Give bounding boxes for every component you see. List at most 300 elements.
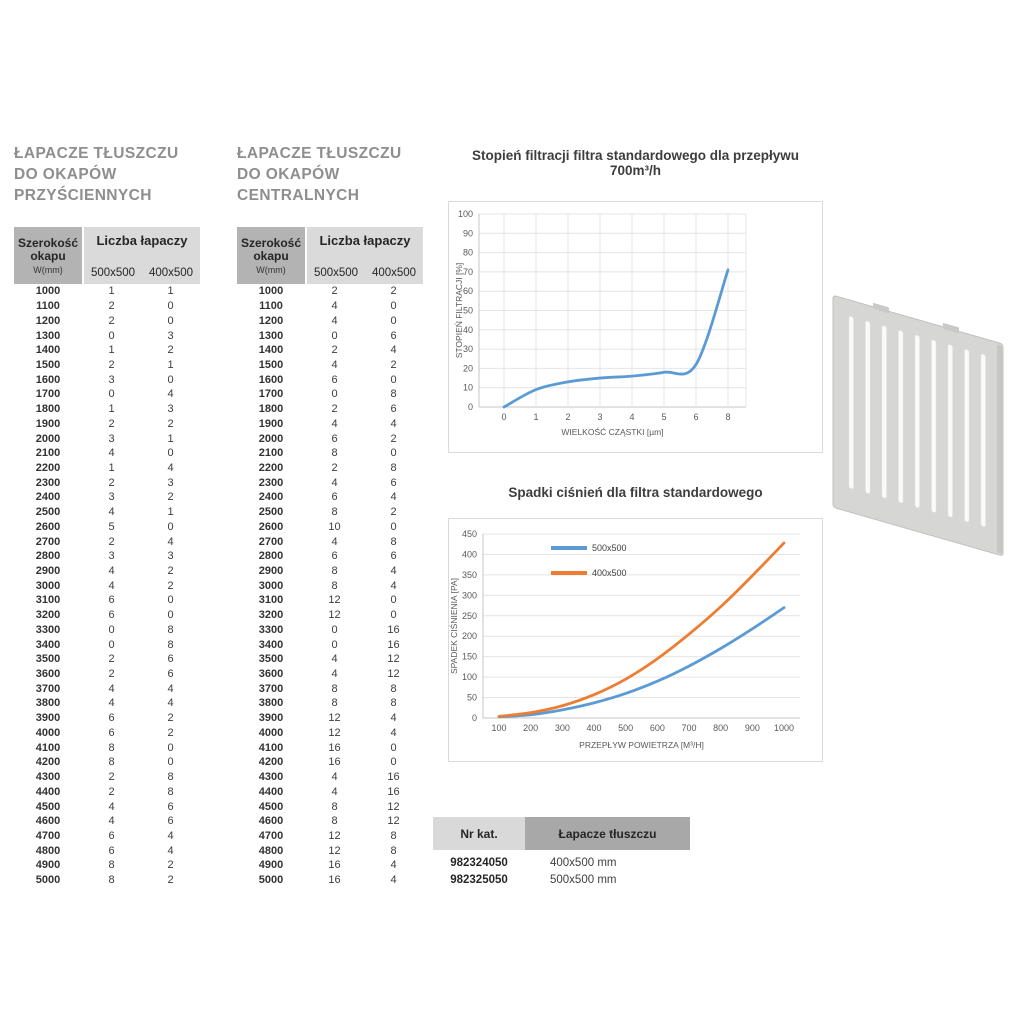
table-cell: 8 (331, 506, 338, 519)
table-cell: 6 (108, 594, 115, 607)
trap-count-header (307, 227, 423, 284)
table-cell: 8 (390, 829, 397, 842)
table-row (14, 520, 200, 535)
table-cell: 6 (331, 373, 338, 386)
table-cell: 3 (167, 550, 174, 563)
table-row (14, 799, 200, 814)
central-hoods-table-block (237, 143, 423, 887)
table-cell: 6 (390, 476, 397, 489)
table-cell: 2 (167, 874, 174, 887)
table-cell: 2500 (35, 506, 61, 519)
svg-text:50: 50 (466, 692, 477, 703)
table-cell: 16 (387, 638, 400, 651)
table-cell: 0 (108, 329, 115, 342)
table-cell: 4 (331, 535, 338, 548)
table-cell: 5 (108, 520, 115, 533)
table-row (237, 623, 423, 638)
table-cell: 4 (390, 565, 397, 578)
hood-width-header (14, 227, 82, 284)
table-cell: 16 (328, 874, 341, 887)
table-cell: 6 (331, 550, 338, 563)
trap-count-header (84, 227, 200, 284)
table-cell: 0 (390, 756, 397, 769)
table-cell: 6 (108, 829, 115, 842)
table-cell: 0 (331, 388, 338, 401)
table-row (14, 564, 200, 579)
table-row (237, 667, 423, 682)
table-cell: 4 (108, 682, 115, 695)
svg-text:350: 350 (461, 569, 477, 580)
table-row (14, 372, 200, 387)
table-row (14, 358, 200, 373)
table-cell: 1 (108, 285, 115, 298)
table-row (237, 829, 423, 844)
table-cell: 2000 (258, 432, 284, 445)
table-cell: 0 (167, 314, 174, 327)
table-cell: 4 (167, 461, 174, 474)
table-cell: 8 (331, 815, 338, 828)
size-column-header: 400x500 (148, 267, 194, 279)
table-body (14, 284, 200, 887)
table-cell: 4700 (35, 829, 61, 842)
table-cell: 0 (167, 300, 174, 313)
table-row (14, 446, 200, 461)
table-cell: 3700 (258, 682, 284, 695)
table-cell: 2 (390, 506, 397, 519)
table-cell: 0 (108, 388, 115, 401)
table-cell: 4600 (35, 815, 61, 828)
svg-text:WIELKOŚĆ CZĄSTKI [µm]: WIELKOŚĆ CZĄSTKI [µm] (561, 427, 664, 437)
table-cell: 4200 (35, 756, 61, 769)
table-cell: 8 (167, 785, 174, 798)
table-cell: 2 (167, 579, 174, 592)
table-cell: 2 (108, 653, 115, 666)
table-cell: 3300 (35, 623, 61, 636)
table-row (237, 416, 423, 431)
table-cell: 16 (328, 741, 341, 754)
table-cell: 1 (108, 344, 115, 357)
table-cell: 4000 (258, 726, 284, 739)
table-row (237, 578, 423, 593)
svg-text:20: 20 (462, 363, 473, 374)
table-cell: 5000 (35, 874, 61, 887)
table-row (14, 873, 200, 888)
table-cell: 2 (390, 358, 397, 371)
table-row (237, 505, 423, 520)
table-cell: 6 (108, 844, 115, 857)
table-cell: 4 (390, 579, 397, 592)
table-row (237, 593, 423, 608)
table-row (14, 343, 200, 358)
table-row (237, 784, 423, 799)
title-line: ŁAPACZE TŁUSZCZU (237, 145, 402, 162)
table-cell: 5000 (258, 874, 284, 887)
title-line: DO OKAPÓW (14, 166, 117, 183)
table-cell: 4 (167, 844, 174, 857)
table-cell: 1900 (35, 417, 61, 430)
table-cell: 8 (331, 565, 338, 578)
table-row (237, 843, 423, 858)
svg-text:8: 8 (725, 412, 731, 422)
central-table-title (237, 143, 423, 206)
table-row (237, 402, 423, 417)
table-cell: 1100 (259, 300, 283, 313)
table-cell: 2900 (35, 565, 61, 578)
table-cell: 2 (108, 668, 115, 681)
table-cell: 1300 (35, 329, 61, 342)
svg-text:SPADEK CIŚNIENIA [PA]: SPADEK CIŚNIENIA [PA] (449, 577, 459, 675)
group-header-label: Liczba łapaczy (96, 233, 188, 248)
table-row (14, 387, 200, 402)
table-cell: 2 (167, 565, 174, 578)
svg-text:700: 700 (681, 723, 697, 733)
table-row (237, 461, 423, 476)
table-cell: 12 (328, 829, 341, 842)
svg-text:250: 250 (461, 610, 477, 621)
table-body (237, 284, 423, 887)
filtration-chart-svg (449, 202, 822, 452)
pressure-chart-block (448, 485, 823, 762)
table-row (237, 446, 423, 461)
table-row (14, 505, 200, 520)
table-cell: 4 (108, 697, 115, 710)
table-cell: 2700 (258, 535, 284, 548)
table-cell: 0 (390, 520, 397, 533)
table-cell: 2500 (258, 506, 284, 519)
table-cell: 2900 (258, 565, 284, 578)
table-cell: 2800 (35, 550, 61, 563)
table-cell: 4500 (258, 800, 284, 813)
table-row (237, 755, 423, 770)
svg-text:10: 10 (462, 382, 473, 393)
table-cell: 4800 (258, 844, 284, 857)
table-cell: 16 (387, 771, 400, 784)
table-cell: 2 (331, 344, 338, 357)
table-cell: 4900 (35, 859, 61, 872)
table-cell: 2 (108, 535, 115, 548)
table-cell: 4 (167, 697, 174, 710)
table-cell: 8 (390, 844, 397, 857)
table-row (237, 740, 423, 755)
table-cell: 6 (167, 668, 174, 681)
table-cell: 0 (167, 741, 174, 754)
table-row (237, 372, 423, 387)
table-cell: 1300 (258, 329, 284, 342)
table-cell: 4 (331, 300, 338, 313)
table-row (14, 770, 200, 785)
table-cell: 6 (331, 432, 338, 445)
wall-table-title (14, 143, 200, 206)
table-row (237, 520, 423, 535)
table-cell: 2100 (258, 447, 284, 460)
table-cell: 4 (167, 535, 174, 548)
table-cell: 2 (331, 285, 338, 298)
table-cell: 1200 (35, 314, 61, 327)
table-cell: 3 (108, 550, 115, 563)
table-cell: 4 (331, 771, 338, 784)
table-row (14, 549, 200, 564)
table-row (14, 858, 200, 873)
table-cell: 0 (331, 329, 338, 342)
table-cell: 16 (387, 623, 400, 636)
table-row (237, 873, 423, 888)
table-cell: 6 (167, 800, 174, 813)
table-cell: 1800 (258, 403, 284, 416)
table-cell: 4200 (258, 756, 284, 769)
table-cell: 4 (331, 476, 338, 489)
table-cell: 0 (390, 741, 397, 754)
svg-text:1: 1 (533, 412, 539, 422)
svg-text:900: 900 (744, 723, 760, 733)
svg-text:600: 600 (649, 723, 665, 733)
table-cell: 12 (328, 712, 341, 725)
table-cell: 8 (331, 682, 338, 695)
table-cell: 3 (167, 476, 174, 489)
svg-text:300: 300 (461, 590, 477, 601)
table-cell: 4700 (258, 829, 284, 842)
svg-text:500: 500 (618, 723, 634, 733)
table-cell: 2 (108, 358, 115, 371)
table-cell: 4 (331, 668, 338, 681)
table-row (14, 623, 200, 638)
table-cell: 1100 (36, 300, 60, 313)
title-line: PRZYŚCIENNYCH (14, 187, 152, 204)
table-cell: 400x500 mm (550, 856, 617, 869)
table-row (237, 608, 423, 623)
table-cell: 1 (167, 285, 174, 298)
table-cell: 12 (387, 668, 400, 681)
svg-text:60: 60 (462, 286, 473, 297)
table-row (14, 740, 200, 755)
table-row (14, 328, 200, 343)
table-row (14, 696, 200, 711)
table-cell: 12 (387, 653, 400, 666)
table-row (14, 461, 200, 476)
svg-text:0: 0 (467, 402, 473, 412)
table-cell: 2400 (35, 491, 61, 504)
table-cell: 3100 (258, 594, 284, 607)
table-cell: 0 (108, 638, 115, 651)
table-cell: 4 (108, 815, 115, 828)
svg-text:300: 300 (554, 723, 570, 733)
table-cell: 3000 (258, 579, 284, 592)
header-label: Szerokość okapu (17, 235, 79, 263)
table-row (14, 814, 200, 829)
svg-text:1000: 1000 (773, 723, 795, 733)
table-cell: 2700 (35, 535, 61, 548)
table-cell: 12 (328, 844, 341, 857)
catalog-number-header: Nr kat. (433, 817, 525, 850)
svg-text:4: 4 (629, 412, 635, 422)
svg-text:500x500: 500x500 (592, 543, 627, 553)
table-cell: 8 (331, 579, 338, 592)
table-cell: 3600 (35, 668, 61, 681)
table-cell: 3700 (35, 682, 61, 695)
table-cell: 8 (331, 447, 338, 460)
table-cell: 2600 (258, 520, 284, 533)
table-cell: 4 (108, 800, 115, 813)
table-row (14, 755, 200, 770)
table-cell: 6 (108, 609, 115, 622)
table-cell: 982325050 (450, 873, 508, 886)
catalog-header (433, 817, 690, 850)
table-cell: 16 (387, 785, 400, 798)
table-row (237, 475, 423, 490)
table-cell: 6 (390, 329, 397, 342)
table-row (14, 843, 200, 858)
table-cell: 4 (331, 314, 338, 327)
table-row (237, 490, 423, 505)
table-cell: 8 (331, 697, 338, 710)
table-row (14, 829, 200, 844)
table-cell: 3800 (258, 697, 284, 710)
table-cell: 6 (331, 491, 338, 504)
table-cell: 1 (167, 358, 174, 371)
table-row (237, 696, 423, 711)
table-cell: 4900 (258, 859, 284, 872)
table-row (237, 343, 423, 358)
table-cell: 0 (167, 594, 174, 607)
table-cell: 4000 (35, 726, 61, 739)
svg-text:50: 50 (462, 305, 473, 316)
table-cell: 4400 (35, 785, 61, 798)
table-cell: 3200 (258, 609, 284, 622)
svg-text:0: 0 (471, 713, 477, 723)
table-cell: 1500 (35, 358, 61, 371)
table-row (14, 578, 200, 593)
svg-text:200: 200 (461, 631, 477, 642)
table-cell: 2300 (35, 476, 61, 489)
table-cell: 3600 (258, 668, 284, 681)
table-cell: 12 (328, 726, 341, 739)
size-column-header: 500x500 (313, 267, 359, 279)
table-cell: 3 (108, 432, 115, 445)
table-cell: 1 (167, 506, 174, 519)
table-cell: 0 (167, 447, 174, 460)
table-cell: 12 (387, 800, 400, 813)
table-cell: 1400 (35, 344, 61, 357)
table-cell: 2 (108, 476, 115, 489)
table-row (237, 711, 423, 726)
grease-trap-header: Łapacze tłuszczu (525, 817, 690, 850)
table-cell: 16 (328, 859, 341, 872)
table-row (433, 871, 690, 888)
table-row (14, 431, 200, 446)
svg-text:90: 90 (462, 228, 473, 239)
table-cell: 2200 (258, 461, 284, 474)
title-line: CENTRALNYCH (237, 187, 360, 204)
catalog-body (433, 854, 690, 888)
table-cell: 3400 (35, 638, 61, 651)
table-cell: 3500 (35, 653, 61, 666)
table-cell: 6 (390, 403, 397, 416)
table-cell: 4 (390, 859, 397, 872)
table-row (237, 652, 423, 667)
table-cell: 4 (167, 388, 174, 401)
size-column-header: 500x500 (90, 267, 136, 279)
table-cell: 0 (331, 623, 338, 636)
table-cell: 0 (390, 447, 397, 460)
table-cell: 4 (108, 565, 115, 578)
table-row (237, 534, 423, 549)
table-cell: 1700 (258, 388, 284, 401)
table-row (237, 328, 423, 343)
table-row (237, 358, 423, 373)
table-row (14, 711, 200, 726)
table-cell: 4500 (35, 800, 61, 813)
table-row (14, 681, 200, 696)
table-cell: 3400 (258, 638, 284, 651)
table-cell: 3000 (35, 579, 61, 592)
table-header (14, 227, 200, 284)
svg-text:400: 400 (586, 723, 602, 733)
table-cell: 4 (390, 726, 397, 739)
table-cell: 0 (167, 373, 174, 386)
table-cell: 4 (331, 653, 338, 666)
table-row (237, 814, 423, 829)
grease-filter-image (825, 285, 1024, 575)
table-cell: 2 (108, 785, 115, 798)
svg-text:STOPIEŃ FILTRACJI [%]: STOPIEŃ FILTRACJI [%] (454, 262, 464, 359)
table-cell: 6 (108, 712, 115, 725)
table-cell: 2 (108, 300, 115, 313)
filtration-chart-block (448, 148, 823, 453)
table-cell: 2100 (35, 447, 61, 460)
header-unit-label: W(mm) (33, 264, 63, 275)
svg-text:6: 6 (693, 412, 699, 422)
table-cell: 8 (167, 638, 174, 651)
table-cell: 4 (167, 829, 174, 842)
table-cell: 16 (328, 756, 341, 769)
table-cell: 4600 (258, 815, 284, 828)
table-cell: 1500 (258, 358, 284, 371)
table-cell: 3 (167, 403, 174, 416)
svg-text:30: 30 (462, 344, 473, 355)
table-row (237, 313, 423, 328)
svg-text:2: 2 (565, 412, 571, 422)
svg-text:5: 5 (661, 412, 667, 422)
table-row (14, 667, 200, 682)
table-cell: 4 (390, 344, 397, 357)
table-row (14, 593, 200, 608)
pressure-chart-title: Spadki ciśnień dla filtra standardowego (508, 485, 763, 500)
table-cell: 8 (108, 741, 115, 754)
table-row (14, 490, 200, 505)
table-row (14, 313, 200, 328)
table-cell: 1600 (35, 373, 61, 386)
table-cell: 1600 (258, 373, 284, 386)
table-cell: 12 (328, 594, 341, 607)
table-row (237, 549, 423, 564)
table-cell: 4 (331, 358, 338, 371)
table-cell: 0 (390, 300, 397, 313)
table-cell: 12 (387, 815, 400, 828)
svg-text:100: 100 (461, 672, 477, 683)
wall-hoods-table-block (14, 143, 200, 887)
table-cell: 8 (390, 461, 397, 474)
table-cell: 6 (390, 550, 397, 563)
svg-text:40: 40 (462, 324, 473, 335)
svg-text:800: 800 (713, 723, 729, 733)
table-cell: 2800 (258, 550, 284, 563)
pressure-chart-svg (449, 519, 822, 761)
table-cell: 8 (390, 697, 397, 710)
header-unit-label: W(mm) (256, 264, 286, 275)
svg-text:400: 400 (461, 549, 477, 560)
table-cell: 0 (390, 373, 397, 386)
table-cell: 3200 (35, 609, 61, 622)
table-cell: 8 (108, 859, 115, 872)
